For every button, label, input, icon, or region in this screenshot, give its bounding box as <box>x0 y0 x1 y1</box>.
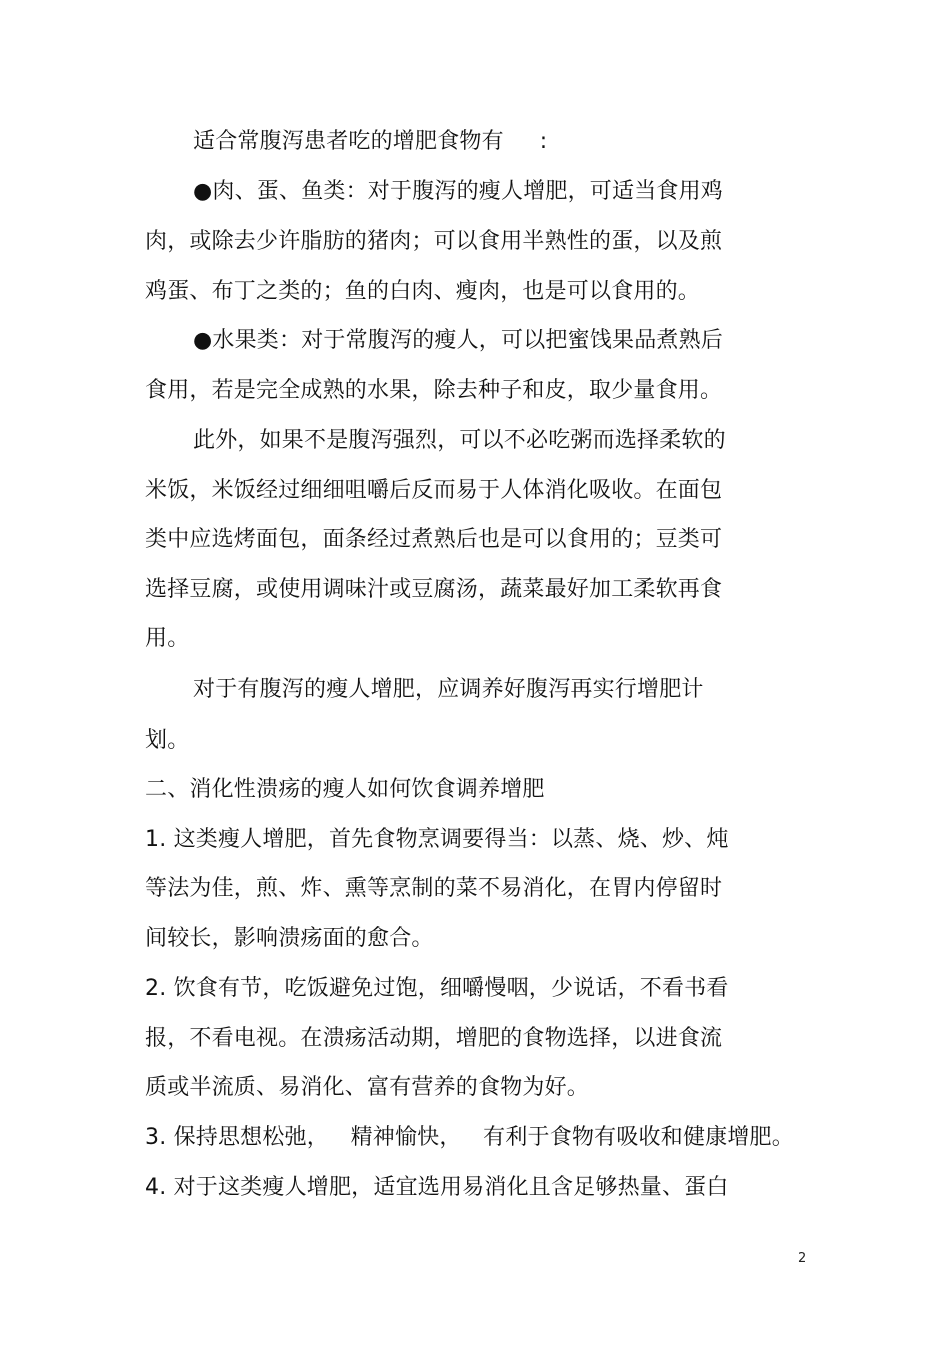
text-line-12: 对于有腹泻的瘦人增肥，应调养好腹泻再实行增肥计 <box>193 677 704 702</box>
list-item-1-line-3: 间较长，影响溃疡面的愈合。 <box>145 926 434 951</box>
page-number: 2 <box>798 1251 807 1266</box>
list-item-4-line-1: 4. 对于这类瘦人增肥，适宜选用易消化且含足够热量、蛋白 <box>145 1175 729 1200</box>
text-line-10: 选择豆腐，或使用调味汁或豆腐汤，蔬菜最好加工柔软再食 <box>145 577 723 602</box>
text-line-13: 划。 <box>145 728 190 753</box>
text-line-5: ●水果类：对于常腹泻的瘦人，可以把蜜饯果品煮熟后 <box>193 328 723 353</box>
text-line-1: 适合常腹泻患者吃的增肥食物有 : <box>193 129 548 154</box>
text-line-3: 肉，或除去少许脂肪的猪肉；可以食用半熟性的蛋，以及煎 <box>145 229 723 254</box>
list-item-2-line-3: 质或半流质、易消化、富有营养的食物为好。 <box>145 1075 590 1100</box>
list-item-2-line-1: 2. 饮食有节，吃饭避免过饱，细嚼慢咽，少说话，不看书看 <box>145 976 729 1001</box>
list-item-2-line-2: 报，不看电视。在溃疡活动期，增肥的食物选择，以进食流 <box>145 1026 723 1051</box>
text-line-4: 鸡蛋、布丁之类的；鱼的白肉、瘦肉，也是可以食用的。 <box>145 279 701 304</box>
text-line-11: 用。 <box>145 626 190 651</box>
text-line-7: 此外，如果不是腹泻强烈，可以不必吃粥而选择柔软的 <box>193 428 726 453</box>
text-line-2: ●肉、蛋、鱼类：对于腹泻的瘦人增肥，可适当食用鸡 <box>193 179 723 204</box>
list-item-1-line-1: 1. 这类瘦人增肥，首先食物烹调要得当：以蒸、烧、炒、炖 <box>145 827 729 852</box>
list-item-1-line-2: 等法为佳，煎、炸、熏等烹制的菜不易消化，在胃内停留时 <box>145 876 723 901</box>
text-line-6: 食用，若是完全成熟的水果，除去种子和皮，取少量食用。 <box>145 378 723 403</box>
section-heading: 二、消化性溃疡的瘦人如何饮食调养增肥 <box>145 777 545 802</box>
text-line-8: 米饭，米饭经过细细咀嚼后反而易于人体消化吸收。在面包 <box>145 478 723 503</box>
text-line-9: 类中应选烤面包，面条经过煮熟后也是可以食用的；豆类可 <box>145 527 723 552</box>
list-item-3: 3. 保持思想松弛， 精神愉快， 有利于食物有吸收和健康增肥。 <box>145 1125 794 1150</box>
